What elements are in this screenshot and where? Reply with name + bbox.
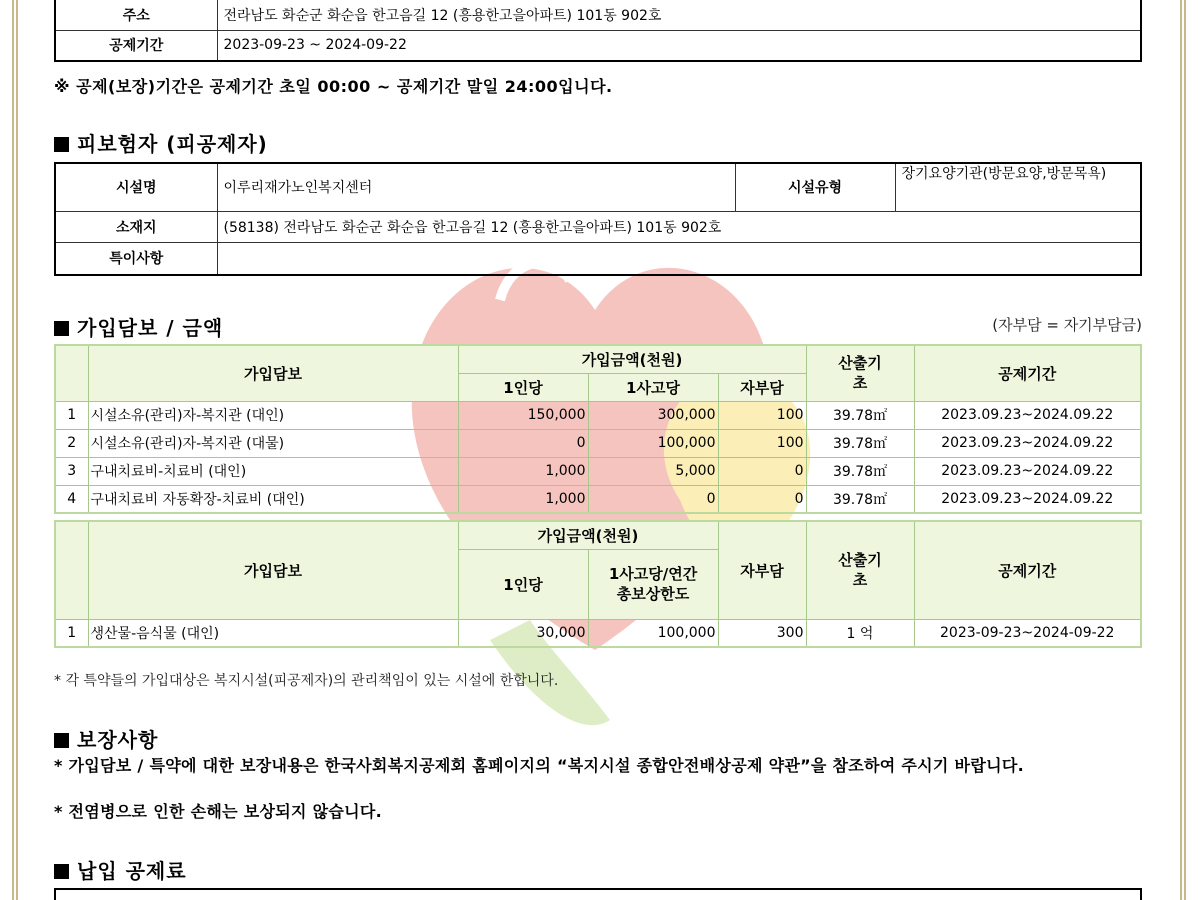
table1-header-item: 가입담보 [88,345,458,401]
table1-header-deductible: 자부담 [718,373,806,401]
row-basis: 39.78㎡ [806,457,914,485]
remarks-label: 특이사항 [55,242,217,275]
row-basis: 1 억 [806,619,914,647]
period-value: 2023-09-23 ~ 2024-09-22 [217,30,1141,61]
row-basis: 39.78㎡ [806,485,914,513]
row-no: 4 [55,485,88,513]
table2-header-row-1 [55,521,1141,549]
row-deductible: 300 [718,619,806,647]
page-border-right [1180,0,1186,900]
payment-section-title [54,855,187,884]
row-basis: 39.78㎡ [806,429,914,457]
row-basis: 39.78㎡ [806,401,914,429]
remarks-value [217,242,1141,275]
row-no: 1 [55,619,88,647]
row-deductible: 0 [718,457,806,485]
guarantee-line-1: * 가입담보 / 특약에 대한 보장내용은 한국사회복지공제회 홈페이지의 “복지시설 종합안전배상공제 약관”을 참조하여 주시기 바랍니다. [54,756,1024,775]
row-deductible: 100 [718,401,806,429]
row-period: 2023.09.23~2024.09.22 [914,401,1141,429]
address-row [55,0,1141,30]
table-row [55,485,1141,513]
facility-name-value: 이루리재가노인복지센터 [217,163,735,211]
row-no: 2 [55,429,88,457]
row-no: 3 [55,457,88,485]
insured-title-text: 피보험자 (피공제자) [77,132,268,156]
page-border-left [12,0,18,900]
table1-header-per-accident: 1사고당 [588,373,718,401]
table2-header-deductible: 자부담 [718,521,806,619]
address-value: 전라남도 화순군 화순읍 한고음길 12 (흥용한고을아파트) 101동 902호 [217,0,1141,30]
row-period: 2023.09.23~2024.09.22 [914,429,1141,457]
table1-header-amount: 가입금액(천원) [458,345,806,373]
row-item: 시설소유(관리)자-복지관 (대물) [88,429,458,457]
guarantee-section-title [54,724,158,753]
address-label: 주소 [55,0,217,30]
table2-header-no [55,521,88,619]
row-per-accident: 300,000 [588,401,718,429]
coverage-footnote: * 각 특약들의 가입대상은 복지시설(피공제자)의 관리책임이 있는 시설에 한합니다. [54,673,559,689]
table2-header-per-person: 1인당 [458,549,588,619]
top-info-table [54,0,1142,62]
section-bullet-icon [54,864,69,879]
period-label: 공제기간 [55,30,217,61]
deductible-note: (자부담 = 자기부담금) [992,316,1142,334]
row-per-accident: 5,000 [588,457,718,485]
table2-header-period: 공제기간 [914,521,1141,619]
payment-table-edge [54,888,1142,900]
payment-title-text: 납입 공제료 [77,859,187,883]
row-per-person: 0 [458,429,588,457]
row-per-accident: 100,000 [588,619,718,647]
coverage-title-text: 가입담보 / 금액 [77,316,224,340]
coverage-section-title [54,312,223,341]
row-item: 시설소유(관리)자-복지관 (대인) [88,401,458,429]
remarks-row [55,242,1141,275]
table2-header-item: 가입담보 [88,521,458,619]
row-period: 2023-09-23~2024-09-22 [914,619,1141,647]
guarantee-line-2: * 전염병으로 인한 손해는 보상되지 않습니다. [54,802,383,821]
coverage-table-1 [54,344,1142,514]
row-item: 구내치료비-치료비 (대인) [88,457,458,485]
row-per-person: 1,000 [458,485,588,513]
location-row [55,211,1141,242]
table1-header-basis: 산출기초 [806,345,914,401]
row-per-accident: 100,000 [588,429,718,457]
table2-header-per-accident: 1사고당/연간 총보상한도 [588,549,718,619]
row-deductible: 100 [718,429,806,457]
table2-header-basis: 산출기초 [806,521,914,619]
row-item: 구내치료비 자동확장-치료비 (대인) [88,485,458,513]
facility-type-value: 장기요양기관(방문요양,방문목욕) [895,163,1141,211]
table-row [55,401,1141,429]
row-item: 생산물-음식물 (대인) [88,619,458,647]
facility-name-label: 시설명 [55,163,217,211]
insured-table [54,162,1142,276]
coverage-table-2 [54,520,1142,648]
row-period: 2023.09.23~2024.09.22 [914,457,1141,485]
table2-header-amount: 가입금액(천원) [458,521,718,549]
period-note: ※ 공제(보장)기간은 공제기간 초일 00:00 ~ 공제기간 말일 24:00입니다. [54,77,613,96]
table1-header-no [55,345,88,401]
insured-section-title [54,128,268,157]
guarantee-title-text: 보장사항 [77,728,159,752]
section-bullet-icon [54,137,69,152]
section-bullet-icon [54,321,69,336]
section-bullet-icon [54,733,69,748]
table-row [55,429,1141,457]
row-deductible: 0 [718,485,806,513]
row-per-person: 1,000 [458,457,588,485]
facility-row [55,163,1141,211]
row-period: 2023.09.23~2024.09.22 [914,485,1141,513]
table1-header-per-person: 1인당 [458,373,588,401]
table1-header-period: 공제기간 [914,345,1141,401]
table-row [55,619,1141,647]
location-value: (58138) 전라남도 화순군 화순읍 한고음길 12 (흥용한고을아파트) 101동 902호 [217,211,1141,242]
row-per-person: 150,000 [458,401,588,429]
facility-type-label: 시설유형 [735,163,895,211]
table-row [55,457,1141,485]
location-label: 소재지 [55,211,217,242]
row-no: 1 [55,401,88,429]
table1-header-row-1 [55,345,1141,373]
row-per-accident: 0 [588,485,718,513]
period-row [55,30,1141,61]
row-per-person: 30,000 [458,619,588,647]
